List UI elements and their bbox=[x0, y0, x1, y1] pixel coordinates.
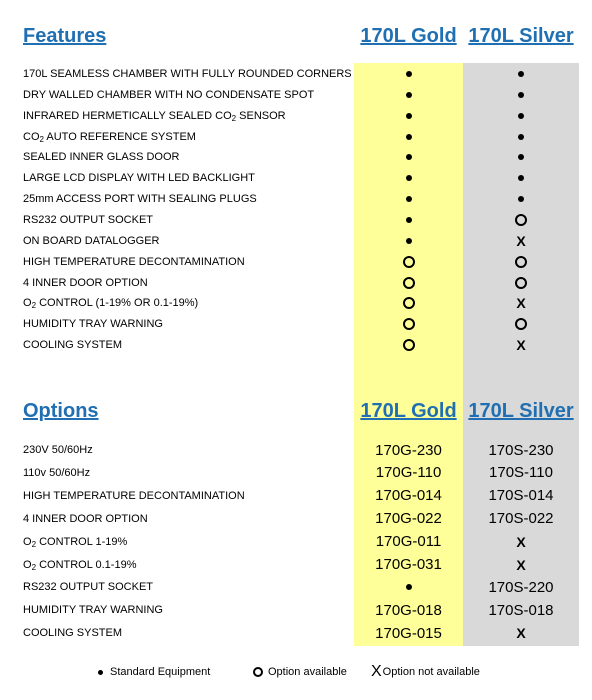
option-code: 170G-014 bbox=[375, 487, 442, 505]
gold-cell bbox=[354, 293, 463, 313]
row-label: HIGH TEMPERATURE DECONTAMINATION bbox=[23, 255, 245, 268]
legend-standard bbox=[98, 662, 210, 682]
gold-cell bbox=[354, 440, 463, 460]
x-mark-icon: X bbox=[516, 533, 526, 550]
row-label: HUMIDITY TRAY WARNING bbox=[23, 604, 163, 617]
gold-cell bbox=[354, 509, 463, 529]
silver-cell bbox=[463, 231, 579, 251]
x-mark-icon: X bbox=[371, 663, 382, 680]
row-label: RS232 OUTPUT SOCKET bbox=[23, 581, 153, 594]
standard-dot-icon bbox=[406, 175, 412, 181]
standard-dot-icon bbox=[406, 217, 412, 223]
silver-cell bbox=[463, 85, 579, 105]
silver-cell bbox=[463, 440, 579, 460]
silver-cell bbox=[463, 168, 579, 188]
table-row bbox=[0, 463, 592, 483]
option-ring-icon bbox=[403, 277, 415, 289]
gold-cell bbox=[354, 463, 463, 483]
option-code: 170G-110 bbox=[375, 464, 442, 482]
option-code: 170S-022 bbox=[488, 510, 554, 528]
table-row bbox=[0, 623, 592, 643]
gold-cell bbox=[354, 252, 463, 272]
standard-dot-icon bbox=[518, 92, 524, 98]
option-code: 170G-018 bbox=[375, 601, 442, 619]
table-row bbox=[0, 252, 592, 272]
standard-dot-icon bbox=[518, 154, 524, 160]
row-label: 110v 50/60Hz bbox=[23, 466, 91, 479]
silver-cell bbox=[463, 555, 579, 575]
x-mark-icon: X bbox=[516, 556, 526, 573]
option-code: 170G-022 bbox=[375, 510, 442, 528]
row-label: HUMIDITY TRAY WARNING bbox=[23, 318, 163, 331]
gold-cell bbox=[354, 273, 463, 293]
silver-cell bbox=[463, 486, 579, 506]
x-mark-icon: X bbox=[516, 232, 526, 249]
table-row bbox=[0, 600, 592, 620]
row-label: ON BOARD DATALOGGER bbox=[23, 234, 160, 247]
x-mark-icon: X bbox=[516, 295, 526, 312]
gold-cell bbox=[354, 600, 463, 620]
option-ring-icon bbox=[515, 214, 527, 226]
row-label: 4 INNER DOOR OPTION bbox=[23, 512, 148, 525]
table-row bbox=[0, 577, 592, 597]
table-row bbox=[0, 85, 592, 105]
gold-cell bbox=[354, 189, 463, 209]
standard-dot-icon bbox=[406, 113, 412, 119]
standard-dot-icon bbox=[518, 71, 524, 77]
silver-cell bbox=[463, 210, 579, 230]
row-label: LARGE LCD DISPLAY WITH LED BACKLIGHT bbox=[23, 172, 255, 185]
row-label: HIGH TEMPERATURE DECONTAMINATION bbox=[23, 489, 245, 502]
silver-cell bbox=[463, 293, 579, 313]
legend-not-available-label: Option not available bbox=[382, 666, 480, 678]
options-silver-header: 170L Silver bbox=[468, 400, 574, 422]
option-code: 170S-110 bbox=[489, 464, 553, 482]
legend-available-label: Option available bbox=[268, 666, 347, 678]
table-row bbox=[0, 168, 592, 188]
option-ring-icon bbox=[403, 297, 415, 309]
option-code: 170G-031 bbox=[375, 556, 442, 573]
x-mark-icon: X bbox=[516, 625, 526, 642]
options-heading: Options bbox=[23, 400, 99, 422]
option-code: 170S-220 bbox=[488, 578, 554, 596]
row-label: 25mm ACCESS PORT WITH SEALING PLUGS bbox=[23, 193, 257, 206]
table-row bbox=[0, 231, 592, 251]
row-label: DRY WALLED CHAMBER WITH NO CONDENSATE SPOT bbox=[23, 88, 315, 101]
gold-cell bbox=[354, 85, 463, 105]
standard-dot-icon bbox=[406, 92, 412, 98]
gold-cell bbox=[354, 168, 463, 188]
gold-cell bbox=[354, 532, 463, 552]
table-row bbox=[0, 532, 592, 552]
option-ring-icon bbox=[403, 256, 415, 268]
silver-cell bbox=[463, 335, 579, 355]
table-row bbox=[0, 189, 592, 209]
silver-cell bbox=[463, 623, 579, 643]
option-ring-icon bbox=[515, 318, 527, 330]
table-row bbox=[0, 314, 592, 334]
table-row bbox=[0, 555, 592, 575]
option-code: 170G-230 bbox=[375, 441, 442, 459]
standard-dot-icon bbox=[518, 134, 524, 140]
gold-cell bbox=[354, 64, 463, 84]
standard-dot-icon bbox=[518, 196, 524, 202]
silver-cell bbox=[463, 252, 579, 272]
standard-dot-icon bbox=[406, 584, 412, 590]
standard-dot-icon bbox=[518, 113, 524, 119]
table-row bbox=[0, 293, 592, 313]
silver-cell bbox=[463, 147, 579, 167]
table-row bbox=[0, 335, 592, 355]
gold-cell bbox=[354, 577, 463, 597]
silver-cell bbox=[463, 64, 579, 84]
features-gold-header: 170L Gold bbox=[360, 25, 457, 47]
gold-cell bbox=[354, 210, 463, 230]
row-label: 170L SEAMLESS CHAMBER WITH FULLY ROUNDED CORNERS bbox=[23, 68, 352, 80]
table-row bbox=[0, 273, 592, 293]
row-label: 4 INNER DOOR OPTION bbox=[23, 276, 148, 289]
row-label: RS232 OUTPUT SOCKET bbox=[23, 213, 153, 226]
row-label: COOLING SYSTEM bbox=[23, 627, 123, 640]
row-label: $O_2$ CONTROL 1-19% bbox=[23, 535, 128, 549]
option-code: 170S-014 bbox=[488, 487, 554, 505]
option-ring-icon bbox=[515, 256, 527, 268]
gold-cell bbox=[354, 623, 463, 643]
table-row bbox=[0, 127, 592, 147]
gold-cell bbox=[354, 147, 463, 167]
options-gold-header: 170L Gold bbox=[360, 400, 457, 422]
legend-standard-label: Standard Equipment bbox=[110, 666, 211, 678]
legend-available bbox=[253, 662, 347, 682]
option-code: 170G-011 bbox=[375, 533, 442, 551]
table-row bbox=[0, 486, 592, 506]
silver-cell bbox=[463, 106, 579, 126]
standard-dot-icon bbox=[406, 134, 412, 140]
row-label: INFRARED HERMETICALLY SEALED $CO_2$ SENSOR bbox=[23, 109, 286, 123]
row-label: $CO_2$ AUTO REFERENCE SYSTEM bbox=[23, 130, 196, 144]
standard-dot-icon bbox=[406, 238, 412, 244]
silver-cell bbox=[463, 600, 579, 620]
silver-cell bbox=[463, 189, 579, 209]
table-row bbox=[0, 64, 592, 84]
table-row bbox=[0, 210, 592, 230]
option-code: 170S-018 bbox=[488, 601, 554, 619]
features-silver-header: 170L Silver bbox=[468, 25, 574, 47]
table-row bbox=[0, 147, 592, 167]
silver-cell bbox=[463, 273, 579, 293]
row-label: SEALED INNER GLASS DOOR bbox=[23, 151, 180, 164]
option-ring-icon bbox=[403, 339, 415, 351]
gold-cell bbox=[354, 231, 463, 251]
silver-cell bbox=[463, 509, 579, 529]
legend bbox=[0, 662, 592, 682]
standard-dot-icon bbox=[406, 71, 412, 77]
features-heading: Features bbox=[23, 25, 107, 47]
row-label: COOLING SYSTEM bbox=[23, 339, 123, 352]
silver-cell bbox=[463, 577, 579, 597]
option-code: 170G-015 bbox=[375, 624, 442, 642]
row-label: $O_2$ CONTROL 0.1-19% bbox=[23, 558, 137, 572]
table-row bbox=[0, 509, 592, 529]
silver-cell bbox=[463, 314, 579, 334]
gold-cell bbox=[354, 314, 463, 334]
standard-dot-icon bbox=[406, 196, 412, 202]
table-row bbox=[0, 106, 592, 126]
standard-dot-icon bbox=[518, 175, 524, 181]
table-row bbox=[0, 440, 592, 460]
row-label: $O_2$ CONTROL (1-19% OR 0.1-19%) bbox=[23, 297, 199, 311]
silver-cell bbox=[463, 127, 579, 147]
option-ring-icon bbox=[253, 667, 263, 677]
gold-cell bbox=[354, 106, 463, 126]
x-mark-icon: X bbox=[516, 337, 526, 354]
gold-cell bbox=[354, 335, 463, 355]
legend-not-available bbox=[371, 662, 480, 682]
gold-cell bbox=[354, 486, 463, 506]
silver-cell bbox=[463, 463, 579, 483]
option-ring-icon bbox=[403, 318, 415, 330]
gold-cell bbox=[354, 127, 463, 147]
standard-dot-icon bbox=[406, 154, 412, 160]
gold-cell bbox=[354, 555, 463, 575]
row-label: 230V 50/60Hz bbox=[23, 444, 93, 456]
standard-dot-icon bbox=[98, 670, 103, 675]
silver-cell bbox=[463, 532, 579, 552]
option-ring-icon bbox=[515, 277, 527, 289]
option-code: 170S-230 bbox=[488, 441, 554, 459]
